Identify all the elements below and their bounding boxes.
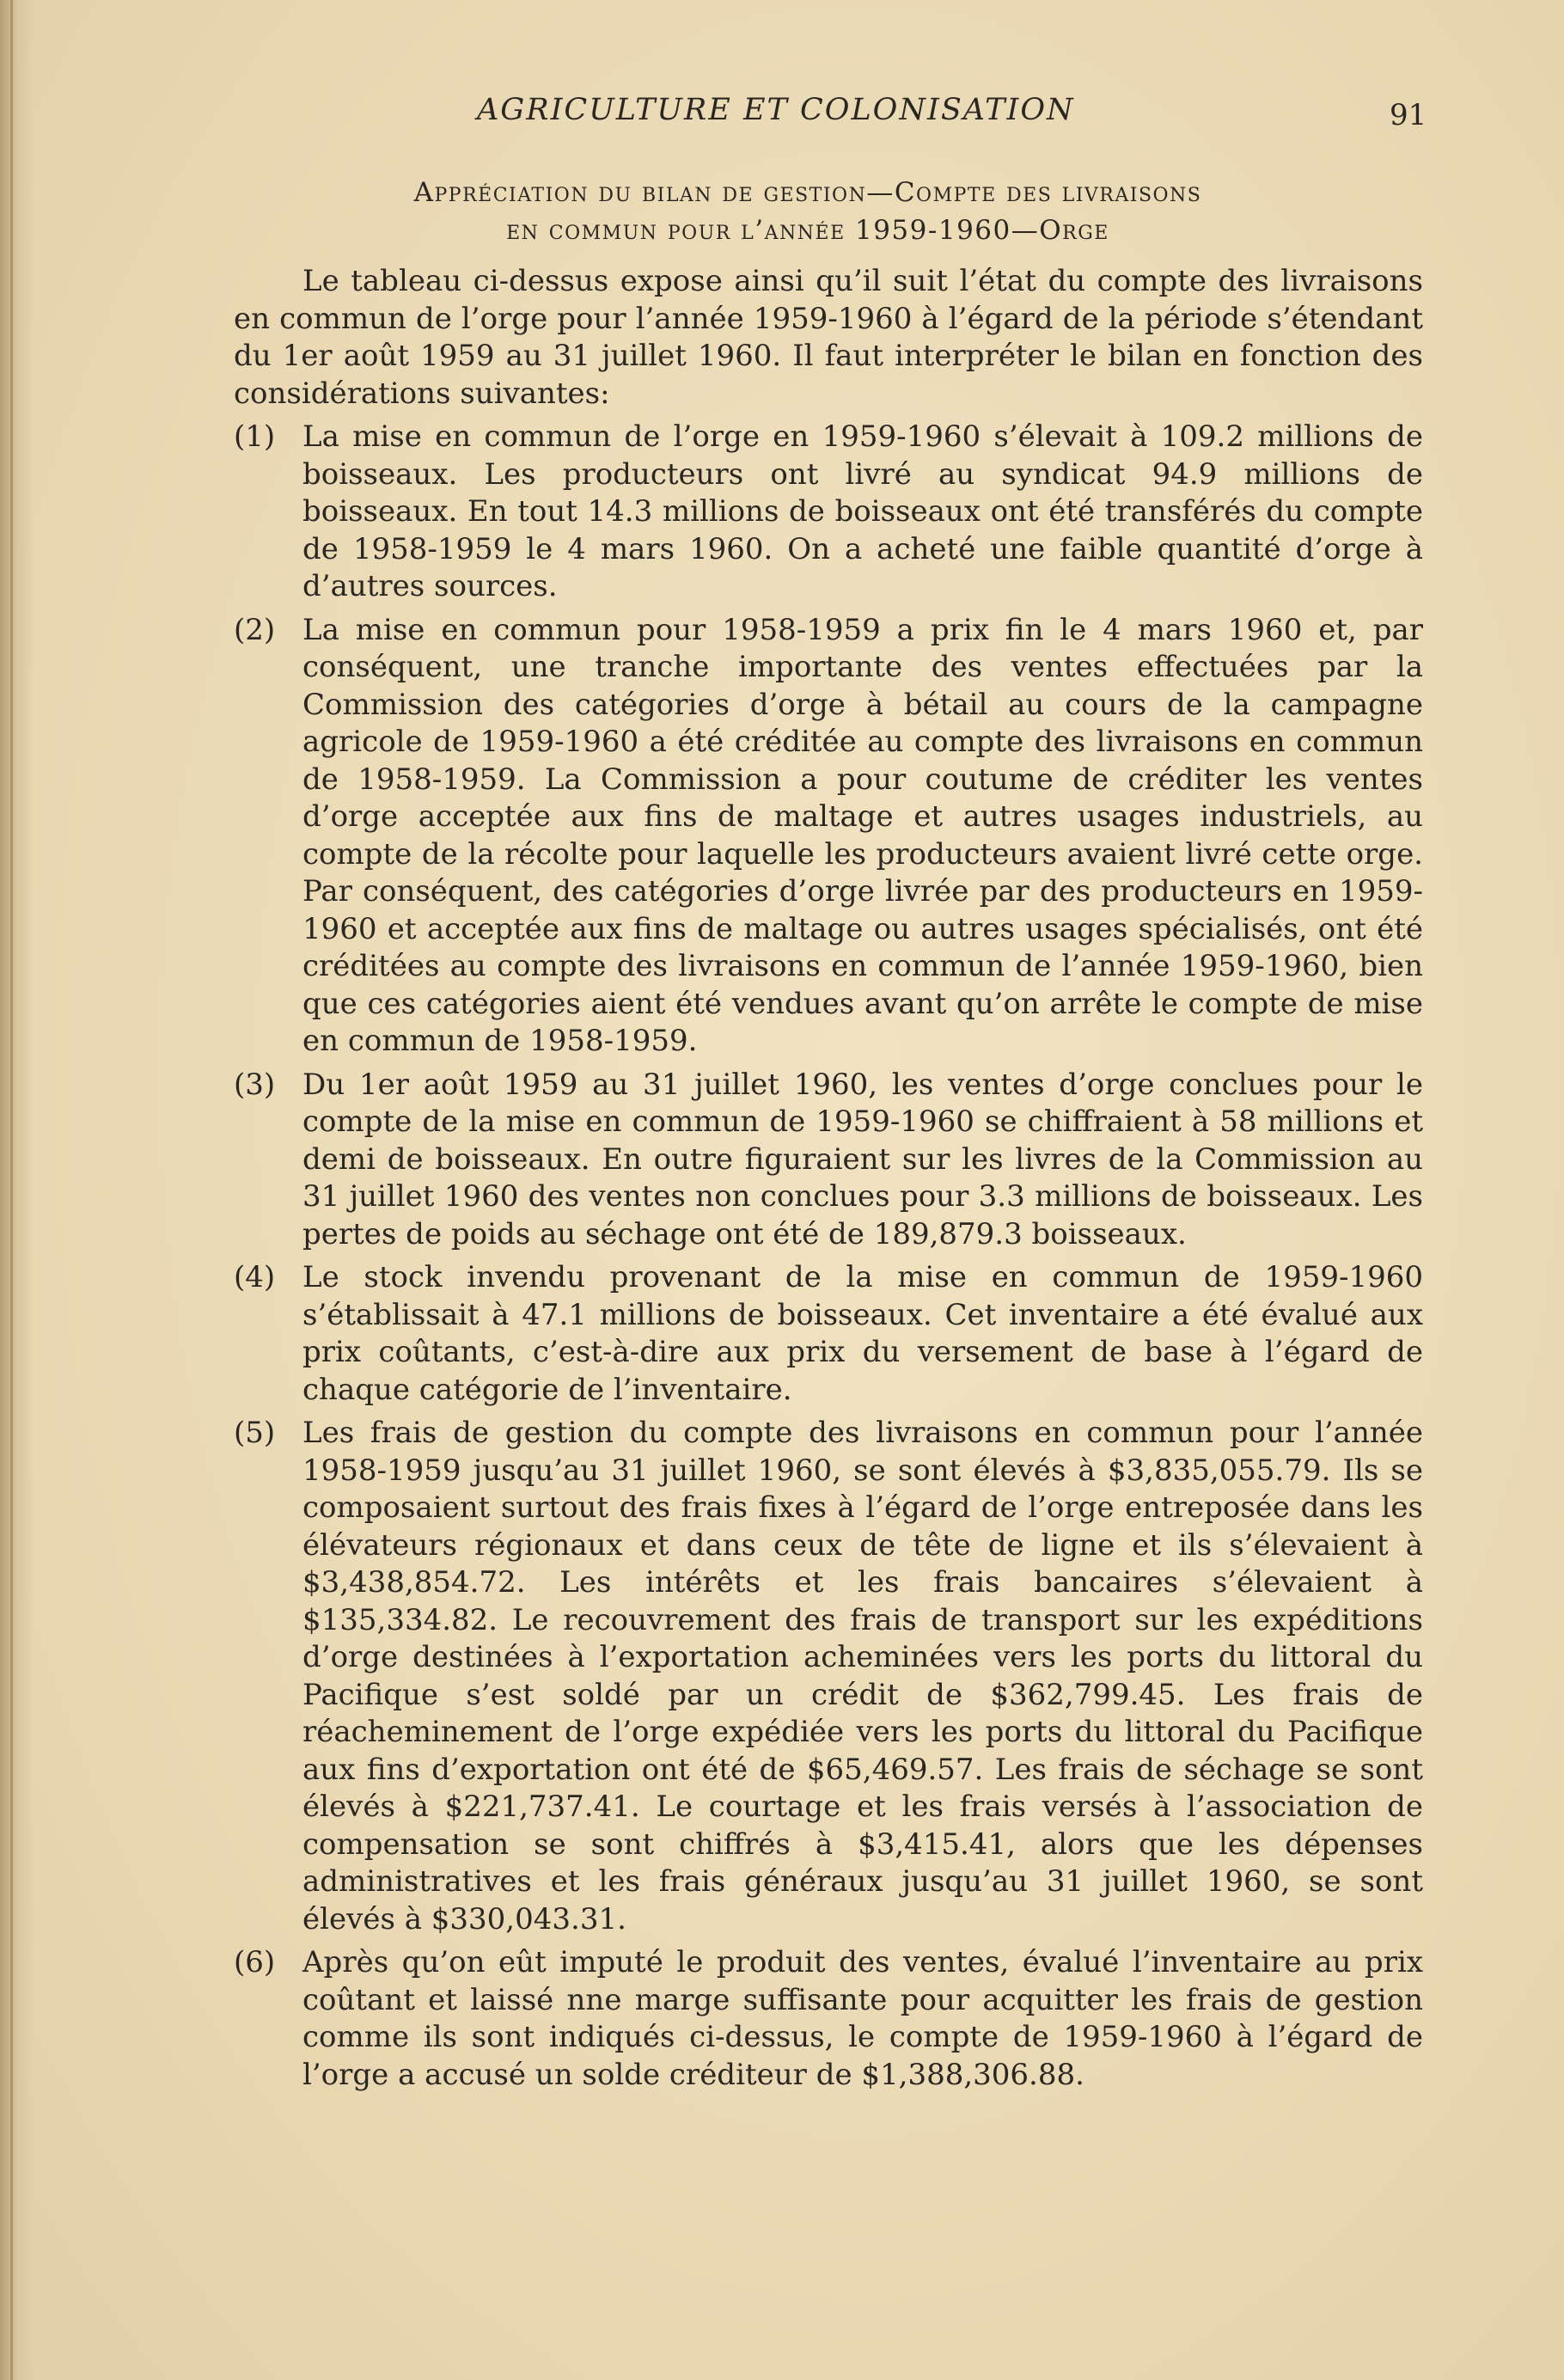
item-text: Les frais de gestion du compte des livraisons en commun pour l’année 1958-1959 jusqu’au 31 juillet 1960, se sont élevés à $3,835,055.79. Ils se composaient surtout des frais fixes à l’égard de l’orge entreposée dans les élévateurs régionaux et dans ceux de tête de ligne et ils s’élevaient à $3,438,854.72. Les intérêts et les frais bancaires s’élevaient à $135,334.82. Le recouvrement des frais de transport sur les expéditions d’orge destinées à l’exportation acheminées vers les ports du littoral du Pacifique s’est soldé par un crédit de $362,799.45. Les frais de réacheminement de l’orge expédiée vers les ports du littoral du Pacifique aux fins d’exportation ont été de $65,469.57. Les frais de séchage se sont élevés à $221,737.41. Le courtage et les frais versés à l’association de compensation se sont chiffrés à $3,415.41, alors que les dépenses administratives et les frais généraux jusqu’au 31 juillet 1960, se sont élevés à $330,043.31. — [302, 1416, 1423, 1936]
running-title: AGRICULTURE ET COLONISATION — [477, 93, 1075, 127]
item-text: Du 1er août 1959 au 31 juillet 1960, les ventes d’orge conclues pour le compte de la mise en commun de 1959-1960 se chiffraient à 58 millions et demi de boisseaux. En outre figuraient sur les livres de la Commission au 31 juillet 1960 des ventes non conclues pour 3.3 millions de boisseaux. Les pertes de poids au séchage ont été de 189,879.3 boisseaux. — [302, 1067, 1423, 1251]
list-item — [234, 612, 1423, 1061]
item-number: (4) — [234, 1260, 276, 1294]
binding-edge — [10, 0, 13, 2380]
list-item — [234, 1415, 1423, 1938]
binding-shadow — [0, 0, 34, 2380]
item-text: Le stock invendu provenant de la mise en commun de 1959-1960 s’établissait à 47.1 millions de boisseaux. Cet inventaire a été évalué aux prix coûtants, c’est-à-dire aux prix du versement de base à l’égard de chaque catégorie de l’inventaire. — [302, 1260, 1423, 1407]
list-item — [234, 419, 1423, 606]
item-number: (6) — [234, 1945, 276, 1979]
item-number: (1) — [234, 419, 276, 454]
item-number: (3) — [234, 1067, 276, 1102]
list-item — [234, 1067, 1423, 1254]
body-text — [234, 263, 1423, 2100]
section-title-line-1: Appréciation du bilan de gestion—Compte des livraisons — [413, 177, 1202, 208]
item-number: (5) — [234, 1416, 276, 1450]
page-number: 91 — [1390, 98, 1427, 132]
list-item — [234, 1259, 1423, 1409]
item-text: La mise en commun de l’orge en 1959-1960 s’élevait à 109.2 millions de boisseaux. Les producteurs ont livré au syndicat 94.9 millions de boisseaux. En tout 14.3 millions de boisseaux ont été transférés du compte de 1958-1959 le 4 mars 1960. On a acheté une faible quantité d’orge à d’autres sources. — [302, 419, 1423, 603]
item-number: (2) — [234, 612, 276, 647]
list-item — [234, 1944, 1423, 2094]
intro-paragraph: Le tableau ci-dessus expose ainsi qu’il suit l’état du compte des livraisons en commun de l’orge pour l’année 1959-1960 à l’égard de la période s’étendant du 1er août 1959 au 31 juillet 1960. Il faut interpréter le bilan en fonction des considérations suivantes: — [234, 264, 1423, 411]
item-text: La mise en commun pour 1958-1959 a prix fin le 4 mars 1960 et, par conséquent, une tranche importante des ventes effectuées par la Commission des catégories d’orge à bétail au cours de la campagne agricole de 1959-1960 a été créditée au compte des livraisons en commun de 1958-1959. La Commission a pour coutume de créditer les ventes d’orge acceptée aux fins de maltage et autres usages industriels, au compte de la récolte pour laquelle les producteurs avaient livré cette orge. Par conséquent, des catégories d’orge livrée par des producteurs en 1959-1960 et acceptée aux fins de maltage ou autres usages spécialisés, ont été créditées au compte des livraisons en commun de l’année 1959-1960, bien que ces catégories aient été vendues avant qu’on arrête le compte de mise en commun de 1958-1959. — [302, 612, 1423, 1058]
section-title-line-2: en commun pour l’année 1959-1960—Orge — [506, 215, 1109, 246]
section-title — [249, 174, 1366, 249]
item-text: Après qu’on eût imputé le produit des ventes, évalué l’inventaire au prix coûtant et laissé nne marge suffisante pour acquitter les frais de gestion comme ils sont indiqués ci-dessus, le compte de 1959-1960 à l’égard de l’orge a accusé un solde créditeur de $1,388,306.88. — [302, 1945, 1423, 2092]
